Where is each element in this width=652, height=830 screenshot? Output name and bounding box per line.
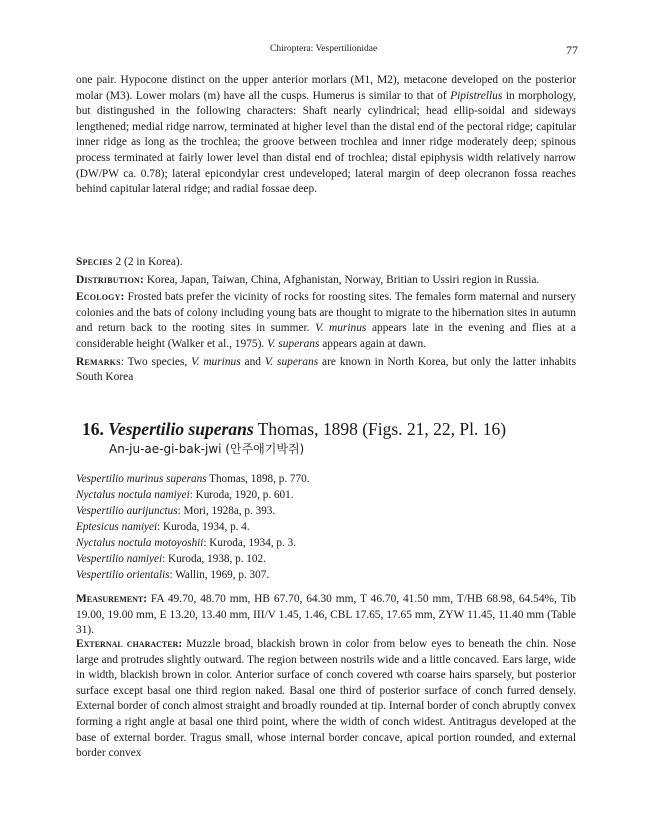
intro-italic-genus: Pipistrellus <box>450 89 503 102</box>
remarks-label: Remarks <box>76 355 121 368</box>
ecology-text-1: Frosted bats prefer the vicinity of rocks for roosting sites. The females form maternal and nursery colonies and the bats of colony including young bats are thought to migrate to the hibernation sites in autumn and return back to the rooting sites in summer. <box>76 291 576 335</box>
species-scientific-name: Vespertilio superans <box>108 419 254 439</box>
synonym-ref: : Kuroda, 1938, p. 102. <box>162 553 266 565</box>
measurement-label: Measurement: <box>76 593 147 605</box>
synonym-item <box>76 551 576 567</box>
species-label: Species <box>76 256 113 268</box>
remarks-text-2: and <box>240 355 265 368</box>
synonym-name: Vespertilio murinus superans <box>76 473 207 485</box>
remarks-italic-1: V. murinus <box>191 355 241 368</box>
intro-text-1: one pair. Hypocone distinct on the upper anterior morlars (M1, M2), metacone developed on the posterior molar (M3). Lower molars (m) have all the cusps. Humerus is similar to that of <box>76 74 576 102</box>
synonym-name: Vespertilio namiyei <box>76 553 163 565</box>
external-character-text: Muzzle broad, blackish brown in color from below eyes to beneath the chin. Nose large and protrudes slightly outward. The region between nostrils wide and a little concaved. Ears large, wide in width, blackish brown in color. Anterior surface of conch covered wth coarse hairs sparsely, but posterior surface except basal one third region naked. Basal one third of posterior surface of conch furred densely. External border of conch almost straight and broadly rounded at tip. Internal border of conch abruptly convex forming a right angle at basal one third point, where the width of conch widest. Antitragus developed at the base of external border. Tragus small, whose internal border concave, apical portion rounded, and external border convex <box>76 638 576 760</box>
measurement-paragraph <box>76 592 576 639</box>
synonym-name: Vespertilio orientalis <box>76 569 170 581</box>
external-character-label: External character: <box>76 638 183 650</box>
synonym-ref: : Mori, 1928a, p. 393. <box>177 505 276 517</box>
synonym-item <box>76 503 576 519</box>
ecology-label: Ecology: <box>76 291 125 304</box>
synonym-ref: : Wallin, 1969, p. 307. <box>169 569 270 581</box>
external-character-paragraph <box>76 637 576 762</box>
synonym-name: Vespertilio aurijunctus <box>76 505 178 517</box>
intro-text-2: in morphology, but distingushed in the following characters: Shaft nearly cylindrical; head ellip-soidal and sideways lengthened; medial ridge narrow, terminated at higher level than the distal end of the pectoral ridge; capitular inner ridge as long as the trochlea; the groove between trochlea and inner ridge moderately deep; spinous process terminated at fairly lower level than distal end of trochlea; distal epiphysis width relatively narrow (DW/PW ca. 0.78); lateral epicondylar crest undeveloped; lateral margin of deep olecranon fossa reaches behind capitular lateral ridge; and radial fossae deep. <box>76 89 576 196</box>
vernacular-name: An-ju-ae-gi-bak-jwi (안주애기박쥐) <box>109 442 305 456</box>
ecology-italic-1: V. murinus <box>315 322 367 335</box>
genus-notes <box>76 255 576 388</box>
synonym-ref: : Kuroda, 1920, p. 601. <box>189 489 294 501</box>
species-number: 16. <box>82 419 104 439</box>
synonym-ref: : Kuroda, 1934, p. 3. <box>203 537 297 549</box>
synonym-name: Eptesicus namiyei <box>76 521 158 533</box>
synonym-ref: Thomas, 1898, p. 770. <box>206 473 310 485</box>
species-author-refs: Thomas, 1898 (Figs. 21, 22, Pl. 16) <box>253 419 507 439</box>
synonym-ref: : Kuroda, 1934, p. 4. <box>157 521 250 533</box>
distribution-paragraph <box>76 273 576 289</box>
synonym-item <box>76 567 576 583</box>
synonym-item <box>76 519 576 535</box>
distribution-label: Distribution: <box>76 273 144 286</box>
ecology-italic-2: V. superans <box>267 337 320 350</box>
synonym-item <box>76 487 576 503</box>
ecology-paragraph <box>76 290 576 352</box>
remarks-paragraph <box>76 355 576 386</box>
remarks-text-1: : Two species, <box>120 355 192 368</box>
species-heading <box>82 419 506 439</box>
distribution-text: Korea, Japan, Taiwan, China, Afghanistan, Norway, Britian to Ussiri region in Russia. <box>143 273 540 286</box>
remarks-text-3: are known in North Korea, but only the latter inhabits South Korea <box>76 355 577 384</box>
ecology-text-2: appears late in the evening and flies at a considerable height (Walker et al., 1975). <box>76 322 576 350</box>
species-count-paragraph <box>76 255 576 271</box>
intro-paragraph <box>76 73 576 198</box>
ecology-text-3: appears again at dawn. <box>319 337 426 350</box>
page-number: 77 <box>566 43 578 57</box>
synonym-item <box>76 535 576 551</box>
measurement-text: FA 49.70, 48.70 mm, HB 67.70, 64.30 mm, T 46.70, 41.50 mm, T/HB 68.98, 64.54%, Tib 19.00, 19.00 mm, E 13.20, 13.40 mm, III/V 1.45, 1.46, CBL 17.65, 17.65 mm, ZYW 11.45, 11.40 mm (Table 31). <box>76 593 576 637</box>
synonym-name: Nyctalus noctula motoyoshii <box>76 537 204 549</box>
synonym-name: Nyctalus noctula namiyei <box>76 489 190 501</box>
remarks-italic-2: V. superans <box>264 355 319 368</box>
species-text: 2 (2 in Korea). <box>112 256 183 268</box>
synonym-list <box>76 471 576 583</box>
synonym-item <box>76 471 576 487</box>
running-head: Chiroptera: Vespertilionidae <box>270 44 378 54</box>
